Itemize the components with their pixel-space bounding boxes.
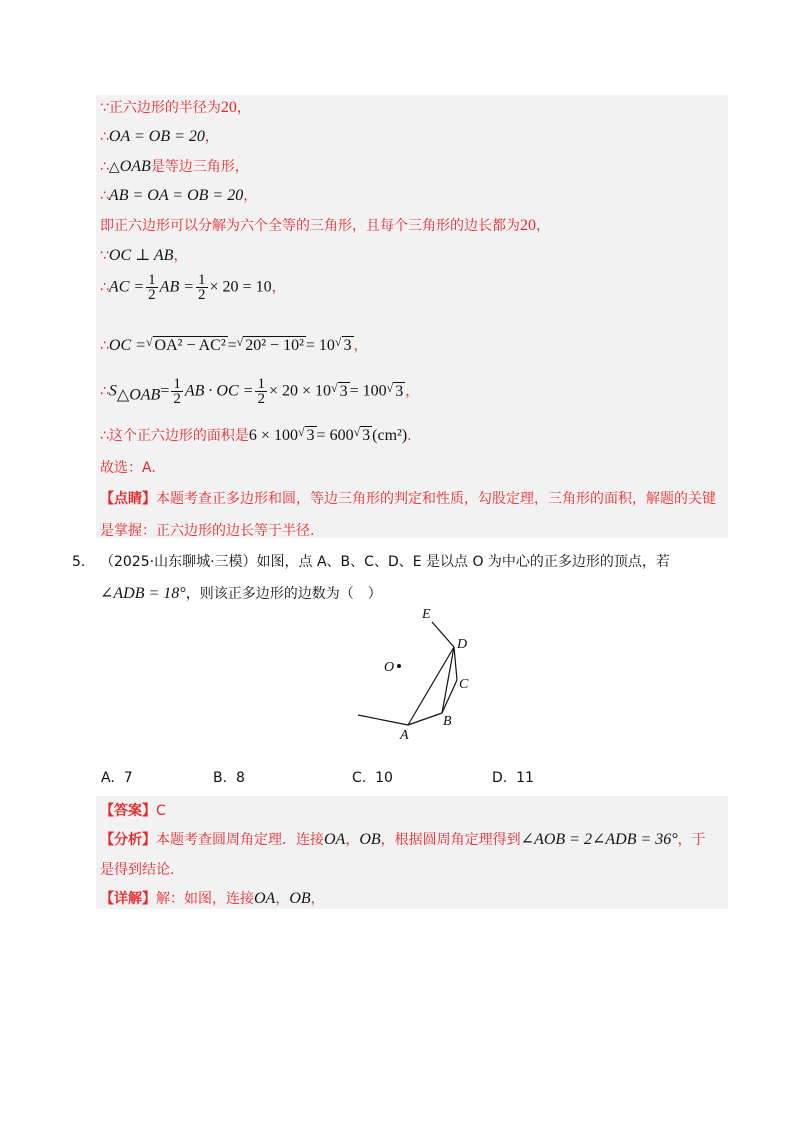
analysis-line-2: 是得到结论．	[100, 862, 184, 878]
solution-box	[96, 95, 728, 538]
solution-line-12: 【点睛】本题考查正多边形和圆，等边三角形的判定和性质，勾股定理，三角形的面积，解题的关键	[100, 491, 716, 507]
answer-box	[96, 796, 728, 909]
option-a[interactable]: A. 7	[101, 770, 133, 786]
radical: √ 3	[353, 425, 371, 444]
answer-tag: 【答案】	[100, 803, 156, 819]
center-point	[397, 664, 401, 668]
detail-tag: 【详解】	[100, 891, 156, 907]
segment-ab	[408, 713, 442, 725]
label-o: O	[384, 660, 395, 675]
segment-bc	[442, 680, 457, 713]
option-d[interactable]: D. 11	[492, 770, 534, 786]
analysis-tag: 【分析】	[100, 832, 156, 848]
option-b[interactable]: B. 8	[213, 770, 245, 786]
side-line	[358, 715, 408, 725]
label-c: C	[459, 677, 469, 692]
solution-line-13: 是掌握：正六边形的边长等于半径.	[100, 523, 315, 539]
question-body	[100, 548, 740, 608]
fraction: $\frac{1}{2}$	[173, 376, 181, 407]
question-source: （2025·山东聊城·三模）	[100, 554, 257, 570]
label-b: B	[443, 714, 452, 729]
solution-line-1: ∵正六边形的半径为20，	[100, 99, 251, 116]
radical: √ 3	[330, 380, 348, 400]
geometry-figure	[350, 600, 490, 750]
answer-line: 【答案】C	[100, 803, 166, 819]
solution-line-6: ∵OC ⊥ AB，	[100, 247, 188, 264]
fraction: $\frac{1}{2}$	[257, 376, 265, 407]
question-number: 5.	[72, 554, 86, 570]
segment-de	[432, 622, 454, 647]
solution-line-11: 故选：A.	[100, 460, 156, 476]
solution-line-7: ∴AC = $\frac{1}{2}$ AB = $\frac{1}{2}$ × 20 = 10，	[100, 272, 286, 303]
label-d: D	[457, 637, 468, 652]
detail-line: 【详解】解：如图，连接OA，OB，	[100, 890, 325, 907]
label-e: E	[422, 607, 431, 622]
fraction: $\frac{1}{2}$	[198, 272, 206, 303]
because-symbol: ∵	[100, 100, 109, 116]
radical: √ OA² − AC²	[145, 335, 226, 354]
question-line-1: （2025·山东聊城·三模）如图，点 A、B、C、D、E 是以点 O 为中心的正多边形的顶点，若	[100, 554, 670, 570]
solution-line-5: 即正六边形可以分解为六个全等的三角形，且每个三角形的边长都为20，	[100, 217, 550, 234]
solution-line-10: ∴这个正六边形的面积是6 × 100√ 3 = 600√ 3 (cm²).	[100, 425, 412, 444]
solution-line-8: ∴OC =√ OA² − AC² =√ 20² − 10² = 10√ 3 ，	[100, 335, 368, 354]
solution-line-4: ∴AB = OA = OB = 20，	[100, 187, 258, 204]
solution-line-9: $\therefore S_{\triangle OAB}=$ $\frac{1}{2}$ AB · OC = $\frac{1}{2}$ × 20 × 10√ 3 = 100√ 3 ，	[100, 376, 420, 407]
radical: √ 3	[297, 425, 315, 444]
analysis-line-1: 【分析】本题考查圆周角定理．连接OA，OB，根据圆周角定理得到∠AOB = 2∠ADB = 36°，于	[100, 831, 706, 848]
commentary-tag: 【点睛】	[100, 491, 156, 507]
radical: √ 3	[386, 380, 404, 400]
question-line-2: ∠ADB = 18°，则该正多边形的边数为（ ）	[100, 585, 382, 602]
label-a: A	[400, 728, 409, 743]
solution-line-3: ∴△OAB是等边三角形，	[100, 158, 249, 175]
radical: √ 20² − 10²	[236, 335, 304, 354]
option-c[interactable]: C. 10	[352, 770, 393, 786]
radical: √ 3	[334, 335, 352, 354]
solution-line-2: ∴OA = OB = 20，	[100, 128, 219, 145]
fraction: $\frac{1}{2}$	[148, 272, 156, 303]
